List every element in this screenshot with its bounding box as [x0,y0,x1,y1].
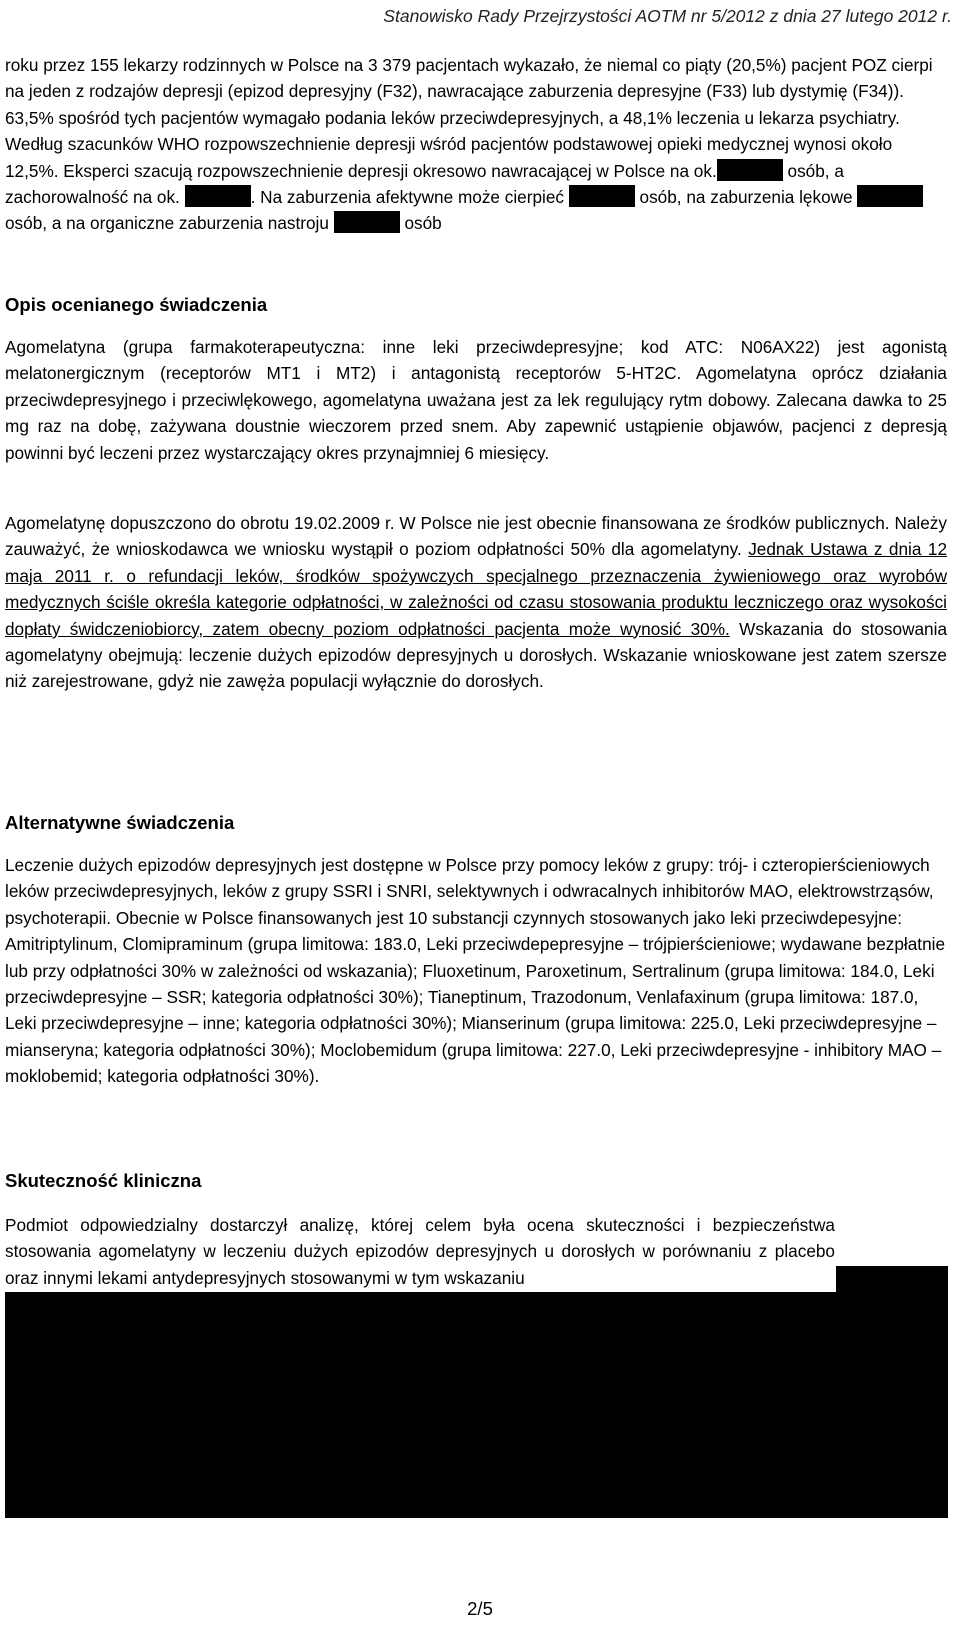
opis-paragraph-2 [5,510,947,695]
redaction-box [569,185,635,207]
underlined-text: Jednak Ustawa z dnia 12 maja 2011 r. o refundacji leków, środków spożywczych specjalnego przeznaczenia żywieniowego oraz wyrobów medycznych ściśle określa kategorie odpłatności, w zależności od czasu stosowania produktu leczniczego oraz wysokości dopłaty świdczeniobiorcy, zatem obecny poziom odpłatności pacjenta może wynosić 30%. [5,539,947,639]
redaction-box [185,185,251,207]
opis-text: Wskazania do stosowania agomelatyny obejmują: leczenie dużych epizodów depresyjnych u dorosłych. Wskazanie wnioskowane jest zatem szersze niż zarejestrowane, gdyż nie zawęża populacji wyłącznie do dorosłych. [5,618,947,692]
redaction-block [836,1266,948,1292]
redaction-box [717,159,783,181]
page-header: Stanowisko Rady Przejrzystości AOTM nr 5/2012 z dnia 27 lutego 2012 r. [383,6,952,26]
intro-text: . Na zaburzenia afektywne może cierpieć [250,187,569,208]
intro-text: roku przez 155 lekarzy rodzinnych w Polsce na 3 379 pacjentach wykazało, że niemal co piąty (20,5%) pacjent POZ cierpi na jeden z rodzajów depresji (epizod depresyjny (F32), nawracające zaburzenia depresyjne (F33) lub dystymię (F34)). 63,5% spośród tych pacjentów wymagało podania leków przeciwdepresyjnych, a 48,1% leczenia u lekarza psychiatry. Według szacunków WHO rozpowszechnienie depresji wśród pacjentów podstawowej opieki medycznej wynosi około 12,5%. Eksperci szacują rozpowszechnienie depresji okresowo nawracającej w Polsce na ok. [5,55,933,181]
skutecznosc-paragraph: Podmiot odpowiedzialny dostarczył analizę, której celem była ocena skuteczności i bezpieczeństwa stosowania agomelatyny w leczeniu dużych epizodów depresyjnych u dorosłych w porównaniu z placebo oraz innymi lekami antydepresyjnych stosowanymi w tym wskazaniu [5,1215,835,1288]
section-heading-alternatywne: Alternatywne świadczenia [5,812,235,833]
redaction-box [334,211,400,233]
intro-text: osób, a zachorowalność na ok. [5,160,844,208]
alternatywne-paragraph: Leczenie dużych epizodów depresyjnych jest dostępne w Polsce przy pomocy leków z grupy: trój- i czteropierścieniowych leków przeciwdepresyjnych, leków z grupy SSRI i SNRI, selektywnych i odwracalnych inhibitorów MAO, elektrowstrząsów, psychoterapii. Obecnie w Polsce finansowanych jest 10 substancji czynnych stosowanych jako leki przeciwdepesyjne: Amitriptylinum, Clomipraminum (grupa limitowa: 183.0, Leki przeciwdepepresyjne – trójpierścieniowe; wydawane bezpłatnie lub przy odpłatności 30% w zależności od wskazania); Fluoxetinum, Paroxetinum, Sertralinum (grupa limitowa: 184.0, Leki przeciwdepresyjne – SSR; kategoria odpłatności 30%); Tianeptinum, Trazodonum, Venlafaxinum (grupa limitowa: 187.0, Leki przeciwdepresyjne – inne; kategoria odpłatności 30%); Mianserinum (grupa limitowa: 225.0, Leki przeciwdepresyjne – mianseryna; kategoria odpłatności 30%); Moclobemidum (grupa limitowa: 227.0, Leki przeciwdepresyjne - inhibitory MAO – moklobemid; kategoria odpłatności 30%). [5,855,946,1087]
section-heading-opis: Opis ocenianego świadczenia [5,294,268,315]
opis-paragraph-1: Agomelatyna (grupa farmakoterapeutyczna: inne leki przeciwdepresyjne; kod ATC: N06AX22) jest agonistą melatonergicznym (receptorów MT1 i MT2) i antagonistą receptorów 5-HT2C. Agomelatyna oprócz działania przeciwdepresyjnego i przeciwlękowego, agomelatyna uważana jest za lek regulujący rytm dobowy. Zalecana dawka to 25 mg raz na dobę, zażywana doustnie wieczorem przed snem. Aby zapewnić ustąpienie objawów, pacjenci z depresją powinni być leczeni przez wystarczający okres przynajmniej 6 miesięcy. [5,337,947,463]
intro-paragraph [5,52,947,237]
section-heading-skutecznosc: Skuteczność kliniczna [5,1170,202,1191]
redaction-block [5,1292,948,1518]
opis-text: Agomelatynę dopuszczono do obrotu 19.02.2009 r. W Polsce nie jest obecnie finansowana ze środków publicznych. Należy zauważyć, że wnioskodawca we wniosku wystąpił o poziom odpłatności 50% dla agomelatyny. [5,513,947,560]
intro-text: osób, na zaburzenia lękowe [634,187,858,208]
intro-text: osób [399,213,442,234]
page-number: 2/5 [467,1598,493,1619]
intro-text: osób, a na organiczne zaburzenia nastroju [5,213,334,234]
redaction-box [857,185,923,207]
